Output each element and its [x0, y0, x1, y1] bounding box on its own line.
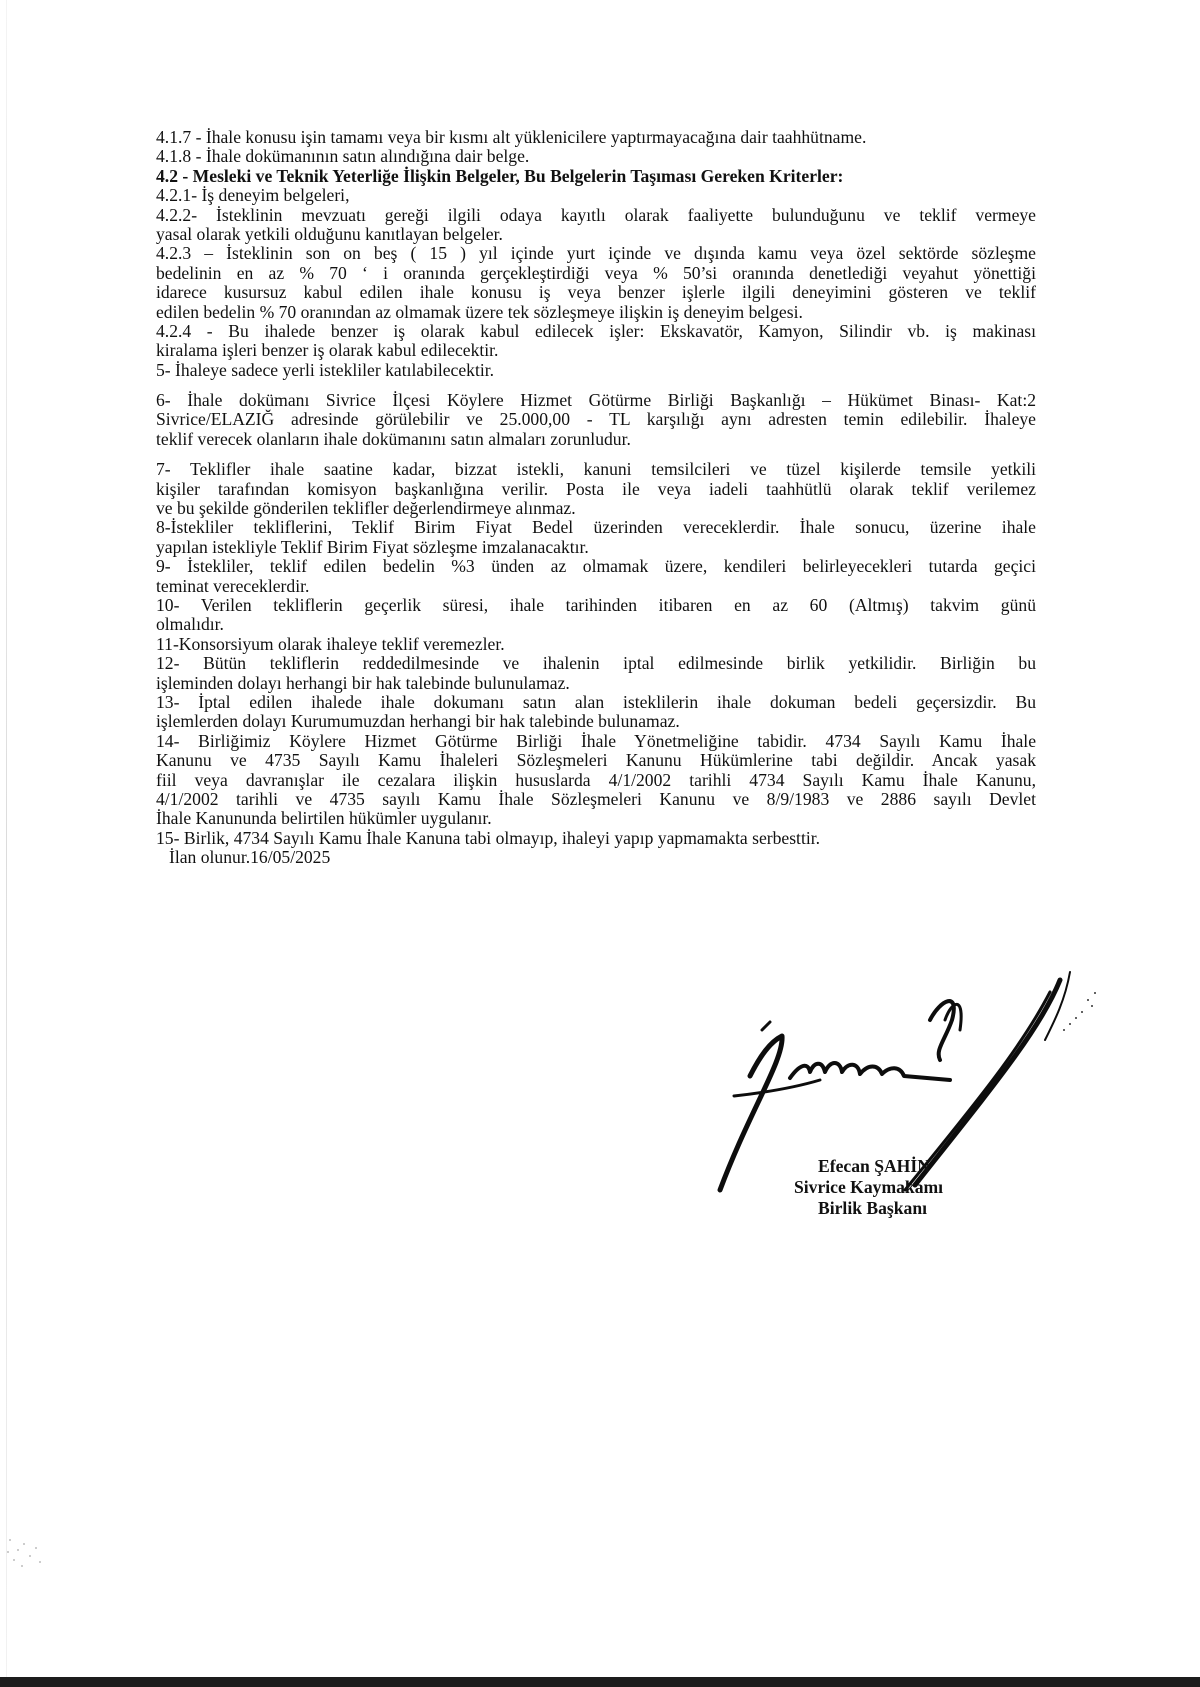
text-line: yasal olarak yetkili olduğunu kanıtlayan belgeler.	[156, 223, 503, 244]
text-line: 12- Bütün tekliflerin reddedilmesinde ve ihalenin iptal edilmesinde birlik yetkilidir. Birliğin bu	[156, 653, 1036, 674]
text-line: teminat vereceklerdir.	[156, 575, 310, 596]
text-line: 4.1.7 - İhale konusu işin tamamı veya bir kısmı alt yüklenicilere yaptırmayacağına dair taahhütname.	[156, 127, 867, 147]
text-line: 5- İhaleye sadece yerli istekliler katılabilecektir.	[156, 359, 495, 380]
text-line: 11-Konsorsiyum olarak ihaleye teklif veremezler.	[156, 633, 505, 654]
text-line: 4.1.8 - İhale dokümanının satın alındığına dair belge.	[156, 146, 530, 167]
signature-block	[690, 960, 1110, 1240]
text-line: bedelinin en az % 70 ‘ i oranında gerçekleştirdiği veya % 50’si oranında denetlediği veyahut yönettiği	[156, 262, 1036, 283]
text-line: Sivrice/ELAZIĞ adresinde görülebilir ve 25.000,00 - TL karşılığı aynı adresten temin edilebilir. İhaleye	[156, 409, 1036, 430]
text-line: 4.2.4 - Bu ihalede benzer iş olarak kabul edilecek işler: Ekskavatör, Kamyon, Silindir vb. iş makinası	[156, 320, 1036, 341]
scan-edge-left	[6, 0, 7, 1687]
signer-name: Efecan ŞAHİN	[818, 1156, 930, 1176]
scan-edge-bottom	[0, 1677, 1200, 1687]
text-line: 8-İstekliler tekliflerini, Teklif Birim Fiyat Bedel üzerinden vereceklerdir. İhale sonucu, üzerine ihale	[156, 517, 1036, 538]
text-line: işleminden dolayı herhangi bir hak talebinde bulunulamaz.	[156, 672, 570, 693]
text-line: işlemlerden dolayı Kurumumuzdan herhangi bir hak talebinde bulunamaz.	[156, 711, 680, 732]
text-line: 10- Verilen tekliflerin geçerlik süresi, ihale tarihinden itibaren en az 60 (Altmış) takvim günü	[156, 594, 1036, 615]
text-line: 9- İstekliler, teklif edilen bedelin %3 ünden az olmamak üzere, kendileri belirleyecekleri tutarda geçici	[156, 556, 1036, 577]
text-line: edilen bedelin % 70 oranından az olmamak üzere tek sözleşmeye ilişkin iş deneyim belgesi.	[156, 301, 803, 322]
text-line: 4.2 - Mesleki ve Teknik Yeterliğe İlişkin Belgeler, Bu Belgelerin Taşıması Gereken Kriterler:	[156, 165, 844, 186]
text-line: İhale Kanununda belirtilen hükümler uygulanır.	[156, 808, 492, 829]
signer-title-line2: Birlik Başkanı	[818, 1198, 928, 1218]
scan-noise	[0, 1500, 60, 1590]
text-line: ve bu şekilde gönderilen teklifler değerlendirmeye alınmaz.	[156, 498, 576, 519]
text-line: 4.2.3 – İsteklinin son on beş ( 15 ) yıl içinde yurt içinde ve dışında kamu veya özel sektörde sözleşme	[156, 243, 1036, 264]
text-line: idarece kusursuz kabul edilen ihale konusu iş veya benzer işlerle ilgili deneyimini gösteren ve teklif	[156, 282, 1036, 303]
text-line: 15- Birlik, 4734 Sayılı Kamu İhale Kanuna tabi olmayıp, ihaleyi yapıp yapmamakta serbesttir.	[156, 827, 821, 848]
signer-title-line1: Sivrice Kaymakamı	[794, 1177, 944, 1197]
text-line: İlan olunur.16/05/2025	[169, 847, 331, 868]
document-body	[156, 128, 1036, 867]
text-line: 7- Teklifler ihale saatine kadar, bizzat istekli, kanuni temsilcileri ve tüzel kişilerde temsile yetkili	[156, 459, 1036, 480]
text-line: 13- İptal edilen ihalede ihale dokumanı satın alan isteklilerin ihale dokuman bedeli geçersizdir. Bu	[156, 691, 1036, 712]
text-line: kişiler tarafından komisyon başkanlığına verilir. Posta ile veya iadeli taahhütlü olarak teklif verilemez	[156, 478, 1036, 499]
text-line: 4/1/2002 tarihli ve 4735 sayılı Kamu İhale Sözleşmeleri Kanunu ve 8/9/1983 ve 2886 sayılı Devlet	[156, 788, 1036, 809]
text-line: Kanunu ve 4735 Sayılı Kamu İhaleleri Sözleşmeleri Kanunu Hükümlerine tabi değildir. Ancak yasak	[156, 750, 1036, 771]
text-line: 14- Birliğimiz Köylere Hizmet Götürme Birliği İhale Yönetmeliğine tabidir. 4734 Sayılı Kamu İhale	[156, 730, 1036, 751]
text-line: 6- İhale dokümanı Sivrice İlçesi Köylere Hizmet Götürme Birliği Başkanlığı – Hükümet Binası- Kat:2	[156, 390, 1036, 411]
text-line: 4.2.1- İş deneyim belgeleri,	[156, 185, 350, 206]
text-line: fiil veya davranışlar ile cezalara ilişkin hususlarda 4/1/2002 tarihli 4734 Sayılı Kamu İhale Kanunu,	[156, 769, 1036, 790]
text-line: teklif verecek olanların ihale dokümanını satın almaları zorunludur.	[156, 428, 631, 449]
text-line: kiralama işleri benzer iş olarak kabul edilecektir.	[156, 340, 499, 361]
text-line: yapılan istekliyle Teklif Birim Fiyat sözleşme imzalanacaktır.	[156, 536, 589, 557]
text-line: olmalıdır.	[156, 614, 224, 635]
text-line: 4.2.2- İsteklinin mevzuatı gereği ilgili odaya kayıtlı olarak faaliyette bulunduğunu ve teklif vermeye	[156, 204, 1036, 225]
